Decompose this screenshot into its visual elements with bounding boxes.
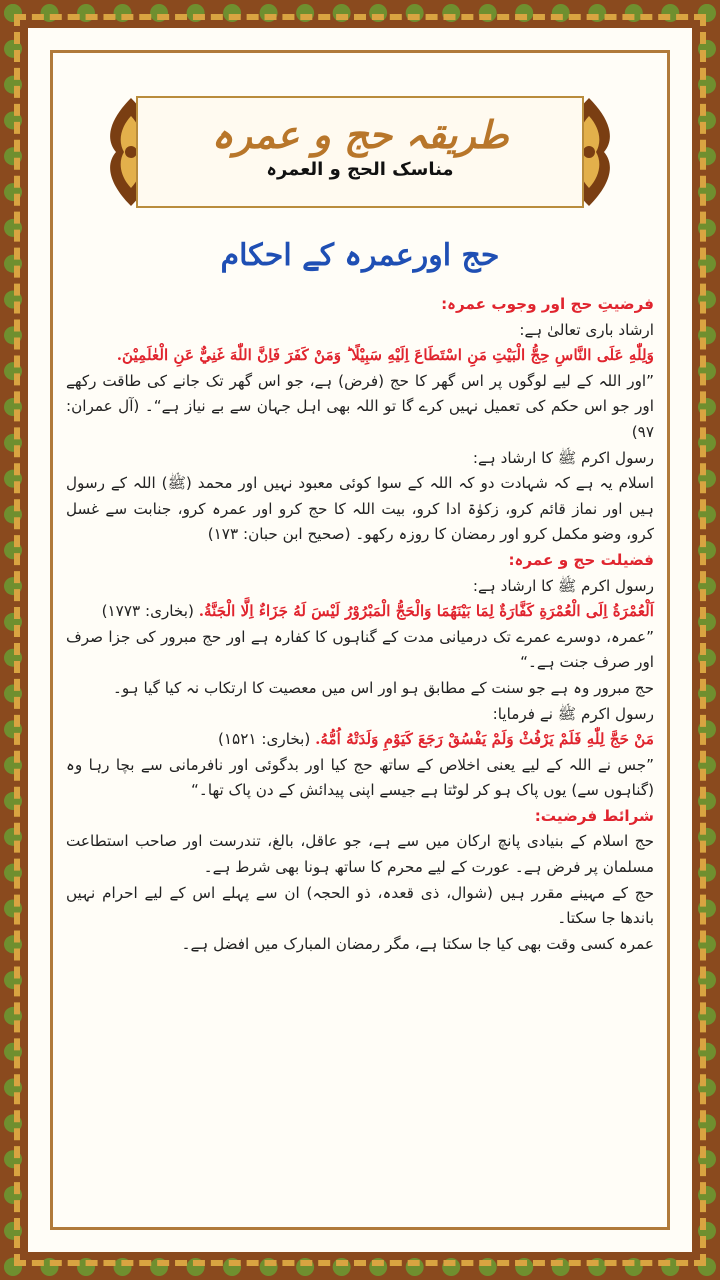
paragraph-text: حج مبرور وہ ہے جو سنت کے مطابق ہو اور اس میں معصیت کا ارتکاب نہ کیا گیا ہو۔: [113, 678, 654, 697]
paragraph-text: رسول اکرم ﷺ نے فرمایا:: [492, 704, 654, 723]
page-content: [66, 60, 654, 1220]
verse-reference: (بخاری: ۱۵۲۱): [217, 730, 316, 749]
section-heading: حج اورعمرہ کے احکام: [220, 238, 500, 273]
verse-reference: (بخاری: ۱۷۷۳): [101, 602, 199, 621]
paragraph-text: رسول اکرم ﷺ کا ارشاد ہے:: [472, 448, 654, 467]
arabic-verse: [66, 727, 654, 753]
title-banner: [96, 88, 624, 216]
paragraph-text: حج اسلام کے بنیادی پانچ ارکان میں سے ہے، جو عاقل، بالغ، تندرست اور صاحب استطاعت مسلمان پر فرض ہے۔ عورت کے لیے محرم کا ساتھ ہونا بھی شرط ہے۔: [66, 832, 654, 877]
page-subtitle: مناسک الحج و العمرہ: [266, 159, 454, 180]
article-body: [66, 292, 654, 957]
paragraph-text: عمرہ کسی وقت بھی کیا جا سکتا ہے، مگر رمضان المبارک میں افضل ہے۔: [181, 934, 654, 953]
subsection-heading: فضیلت حج و عمرہ:: [508, 550, 654, 569]
paragraph-text: ”عمرہ، دوسرے عمرے تک درمیانی مدت کے گناہوں کا کفارہ ہے اور حج مبرور کی جزا صرف اور صرف جنت ہے۔“: [66, 627, 654, 672]
arabic-verse: [66, 343, 654, 369]
paragraph-text: ”اور اللہ کے لیے لوگوں پر اس گھر کا حج (فرض) ہے، جو اس گھر تک جانے کی طاقت رکھے اور جو اس حکم کی تعمیل نہیں کرے گا تو اللہ بھی اہل جہان سے بے نیاز ہے“۔ (آل عمران: ۹۷): [66, 371, 654, 441]
verse-text: وَلِلّٰهِ عَلَى النَّاسِ حِجُّ الْبَيْتِ مَنِ اسْتَطَاعَ اِلَيْهِ سَبِيْلًا ؕ وَمَنْ كَفَرَ فَاِنَّ اللّٰهَ غَنِيٌّ عَنِ الْعٰلَمِيْنَ.: [116, 346, 654, 365]
paragraph-text: ارشاد باری تعالیٰ ہے:: [519, 320, 654, 339]
verse-text: مَنْ حَجَّ لِلّٰهِ فَلَمْ يَرْفُثْ وَلَمْ يَفْسُقْ رَجَعَ كَيَوْمِ وَلَدَتْهُ اُمُّهُ.: [315, 730, 654, 749]
paragraph-text: اسلام یہ ہے کہ شہادت دو کہ اللہ کے سوا کوئی معبود نہیں اور محمد (ﷺ) اللہ کے رسول ہیں اور نماز قائم کرو، زکوٰۃ ادا کرو، بیت اللہ کا حج کرو اور عمرہ کرو، جنابت سے غسل کرو، وضو مکمل کرو اور رمضان کا روزہ رکھو۔ (صحیح ابن حبان: ۱۷۳): [66, 474, 654, 544]
paragraph-text: حج کے مہینے مقرر ہیں (شوال، ذی قعدہ، ذو الحجہ) ان سے پہلے اس کے لیے احرام نہیں باندھا جا سکتا۔: [66, 883, 654, 928]
verse-text: اَلْعُمْرَةُ اِلَى الْعُمْرَةِ كَفَّارَةٌ لِمَا بَيْنَهُمَا وَالْحَجُّ الْمَبْرُوْرُ لَيْسَ لَهُ جَزَاءٌ اِلَّا الْجَنَّةُ.: [198, 602, 654, 621]
arabic-verse: [66, 599, 654, 625]
page-title: طریقہ حج و عمرہ: [211, 112, 509, 157]
subsection-heading: شرائط فرضیت:: [534, 806, 654, 825]
paragraph-text: ”جس نے اللہ کے لیے یعنی اخلاص کے ساتھ حج کیا اور بدگوئی اور نافرمانی سے بچا رہا وہ (گناہوں سے) یوں پاک ہو کر لوٹتا ہے جیسے اپنی پیدائش کے دن پاک تھا۔“: [66, 755, 654, 800]
subsection-heading: فرضیتِ حج اور وجوب عمرہ:: [441, 295, 654, 313]
paragraph-text: رسول اکرم ﷺ کا ارشاد ہے:: [472, 576, 654, 595]
title-panel: [136, 96, 584, 208]
